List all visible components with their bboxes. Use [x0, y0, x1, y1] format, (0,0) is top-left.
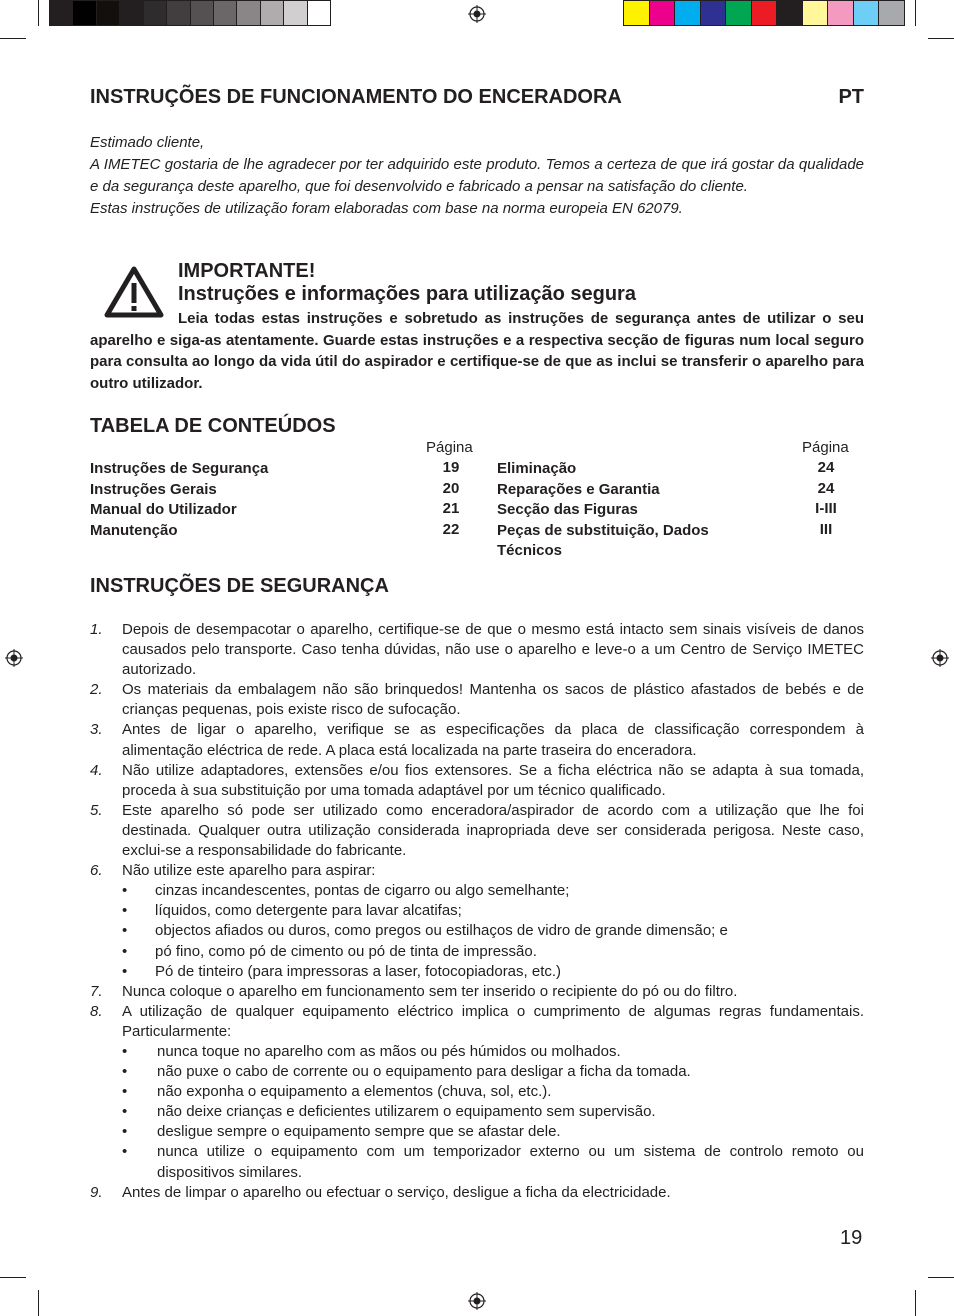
- toc-entry-continued: Técnicos: [497, 542, 563, 559]
- important-text: [90, 308, 864, 395]
- toc-page-number: 24: [817, 459, 835, 476]
- toc-entry: Instruções de Segurança: [90, 460, 269, 477]
- color-swatch: [284, 1, 307, 25]
- toc-entry: Peças de substituição, Dados: [497, 522, 709, 539]
- color-swatch: [167, 1, 190, 25]
- crop-mark: [38, 1290, 39, 1316]
- color-swatch: [50, 1, 73, 25]
- crop-mark: [0, 1277, 26, 1278]
- important-heading: [178, 260, 636, 306]
- registration-mark-icon: [468, 5, 486, 23]
- toc-page-number: 19: [442, 459, 460, 476]
- language-code: PT: [838, 86, 864, 108]
- toc-title: TABELA DE CONTEÚDOS: [90, 415, 336, 437]
- list-item: 4. Não utilize adaptadores, extensões e/ou fios extensores. Se a ficha eléctrica não se adapta à sua tomada, proceda à sua substituição por uma tomada adaptável por um técnico qualificado.: [90, 761, 864, 799]
- color-swatch: [261, 1, 284, 25]
- document-title: INSTRUÇÕES DE FUNCIONAMENTO DO ENCERADORA: [90, 86, 622, 108]
- list-item: 7. Nunca coloque o aparelho em funcionamento sem ter inserido o recipiente do pó ou do filtro.: [90, 982, 738, 1000]
- toc-entry: Secção das Figuras: [497, 501, 638, 518]
- crop-mark: [915, 1290, 916, 1316]
- crop-mark: [38, 0, 39, 26]
- important-title: IMPORTANTE!: [178, 260, 316, 282]
- bullet-item: • nunca toque no aparelho com as mãos ou pés húmidos ou molhados.: [122, 1042, 621, 1060]
- crop-mark: [0, 38, 26, 39]
- color-swatch: [675, 1, 701, 25]
- list-item: 8. A utilização de qualquer equipamento eléctrico implica o cumprimento de algumas regras fundamentais. Particularmente: • nunca toque no aparelho com as mãos ou pés húmidos ou molhados. • não puxe o cabo de corrente ou o equipamento para desligar a ficha da tomada. • não exponha o equipamento a elementos (chuva, sol, etc.). • não deixe crianças e deficientes utilizarem o equipamento sem supervisão. • desligue sempre o equipamento sempre que se afastar dele. • nunca utilize o equipamento com um temporizador externo ou um sistema de controlo remoto ou dispositivos similares.: [90, 1002, 864, 1183]
- bullet-item: • líquidos, como detergente para lavar alcatifas;: [122, 902, 462, 920]
- list-item: 9. Antes de limpar o aparelho ou efectuar o serviço, desligue a ficha da electricidade.: [90, 1183, 671, 1201]
- color-swatch: [701, 1, 727, 25]
- process-color-bar: [623, 0, 905, 26]
- list-item: 6. Não utilize este aparelho para aspirar: • cinzas incandescentes, pontas de cigarro ou algo semelhante; • líquidos, como detergente para lavar alcatifas; • objectos afiados ou duros, como pregos ou estilhaços de vidro de grande dimensão; e • pó fino, como pó de cimento ou pó de tinta de impressão. • Pó de tinteiro (para impressoras a laser, fotocopiadoras, etc.): [90, 861, 864, 982]
- toc-entry: Instruções Gerais: [90, 481, 217, 498]
- color-swatch: [854, 1, 880, 25]
- crop-mark: [928, 1277, 954, 1278]
- page-header: [90, 86, 864, 109]
- color-swatch: [752, 1, 778, 25]
- registration-mark-icon: [468, 1292, 486, 1310]
- list-item: 2. Os materiais da embalagem não são brinquedos! Mantenha os sacos de plástico afastados de bebés e de crianças pequenas, pois existe risco de sufocação.: [90, 681, 864, 719]
- grayscale-color-bar: [49, 0, 331, 26]
- toc-page-header: Página: [802, 439, 849, 456]
- bullet-item: • objectos afiados ou duros, como pregos ou estilhaços de vidro de grande dimensão; e: [122, 922, 728, 940]
- color-swatch: [191, 1, 214, 25]
- toc-entry: Eliminação: [497, 460, 577, 477]
- bullet-item: • nunca utilize o equipamento com um temporizador externo ou um sistema de controlo remoto ou dispositivos similares.: [122, 1143, 864, 1181]
- bullet-item: • não puxe o cabo de corrente ou o equipamento para desligar a ficha da tomada.: [122, 1063, 691, 1081]
- important-subtitle: Instruções e informações para utilização segura: [178, 283, 636, 305]
- bullet-item: • desligue sempre o equipamento sempre que se afastar dele.: [122, 1123, 561, 1141]
- color-swatch: [214, 1, 237, 25]
- intro-paragraph: Estas instruções de utilização foram elaboradas com base na norma europeia EN 62079.: [90, 200, 683, 217]
- bullet-item: • não exponha o equipamento a elementos (chuva, sol, etc.).: [122, 1083, 552, 1101]
- color-swatch: [624, 1, 650, 25]
- bullet-item: • cinzas incandescentes, pontas de cigarro ou algo semelhante;: [122, 882, 570, 900]
- color-swatch: [144, 1, 167, 25]
- color-swatch: [650, 1, 676, 25]
- important-body: Leia todas estas instruções e sobretudo as instruções de segurança antes de utilizar o seu aparelho e siga-as atentamente. Guarde estas instruções e a respectiva secção de figuras num local seguro para consulta ao longo da vida útil do aspirador e certifique-se de que as inclui se transferir o aparelho para outro utilizador.: [90, 310, 864, 393]
- intro-text: [90, 132, 864, 220]
- toc-page-number: 22: [442, 521, 460, 538]
- page-number: 19: [840, 1227, 863, 1249]
- toc-page-number: 21: [442, 500, 460, 517]
- color-swatch: [777, 1, 803, 25]
- color-swatch: [97, 1, 120, 25]
- color-swatch: [879, 1, 904, 25]
- crop-mark: [928, 38, 954, 39]
- color-swatch: [73, 1, 96, 25]
- bullet-item: • Pó de tinteiro (para impressoras a laser, fotocopiadoras, etc.): [122, 962, 562, 980]
- toc-page-number: 20: [442, 480, 460, 497]
- toc-page-number: III: [819, 521, 833, 538]
- safety-list: [90, 620, 864, 1203]
- safety-title: INSTRUÇÕES DE SEGURANÇA: [90, 575, 389, 597]
- toc-entry: Manutenção: [90, 522, 178, 539]
- color-swatch: [120, 1, 143, 25]
- crop-mark: [915, 0, 916, 26]
- toc-entry: Manual do Utilizador: [90, 501, 237, 518]
- color-swatch: [828, 1, 854, 25]
- list-item: 1. Depois de desempacotar o aparelho, certifique-se de que o mesmo está intacto sem sinais visíveis de danos causados pelo transporte. Caso tenha dúvidas, não use o aparelho e leve-o a um Centro de Serviço IMETEC autorizado.: [90, 621, 864, 679]
- toc-page-number: 24: [817, 480, 835, 497]
- toc-page-number: I-III: [815, 500, 837, 517]
- toc-page-header: Página: [426, 439, 473, 456]
- color-swatch: [803, 1, 829, 25]
- color-swatch: [308, 1, 330, 25]
- toc-entry: Reparações e Garantia: [497, 481, 660, 498]
- list-item: 3. Antes de ligar o aparelho, verifique se as especificações da placa de classificação correspondem à alimentação eléctrica de rede. A placa está localizada na parte traseira do enceradora.: [90, 721, 864, 759]
- color-swatch: [237, 1, 260, 25]
- bullet-item: • não deixe crianças e deficientes utilizarem o equipamento sem supervisão.: [122, 1103, 656, 1121]
- greeting: Estimado cliente,: [90, 134, 205, 151]
- registration-mark-icon: [931, 649, 949, 667]
- bullet-item: • pó fino, como pó de cimento ou pó de tinta de impressão.: [122, 942, 537, 960]
- color-swatch: [726, 1, 752, 25]
- intro-paragraph: A IMETEC gostaria de lhe agradecer por ter adquirido este produto. Temos a certeza de que irá gostar da qualidade e da segurança deste aparelho, que foi desenvolvido e fabricado a pensar na satisfação do cliente.: [90, 156, 864, 195]
- registration-mark-icon: [5, 649, 23, 667]
- list-item: 5. Este aparelho só pode ser utilizado como enceradora/aspirador de acordo com a utilização que lhe foi destinada. Qualquer outra utilização considerada inapropriada deve ser considerada perigosa. Neste caso, exclui-se a responsabilidade do fabricante.: [90, 801, 864, 860]
